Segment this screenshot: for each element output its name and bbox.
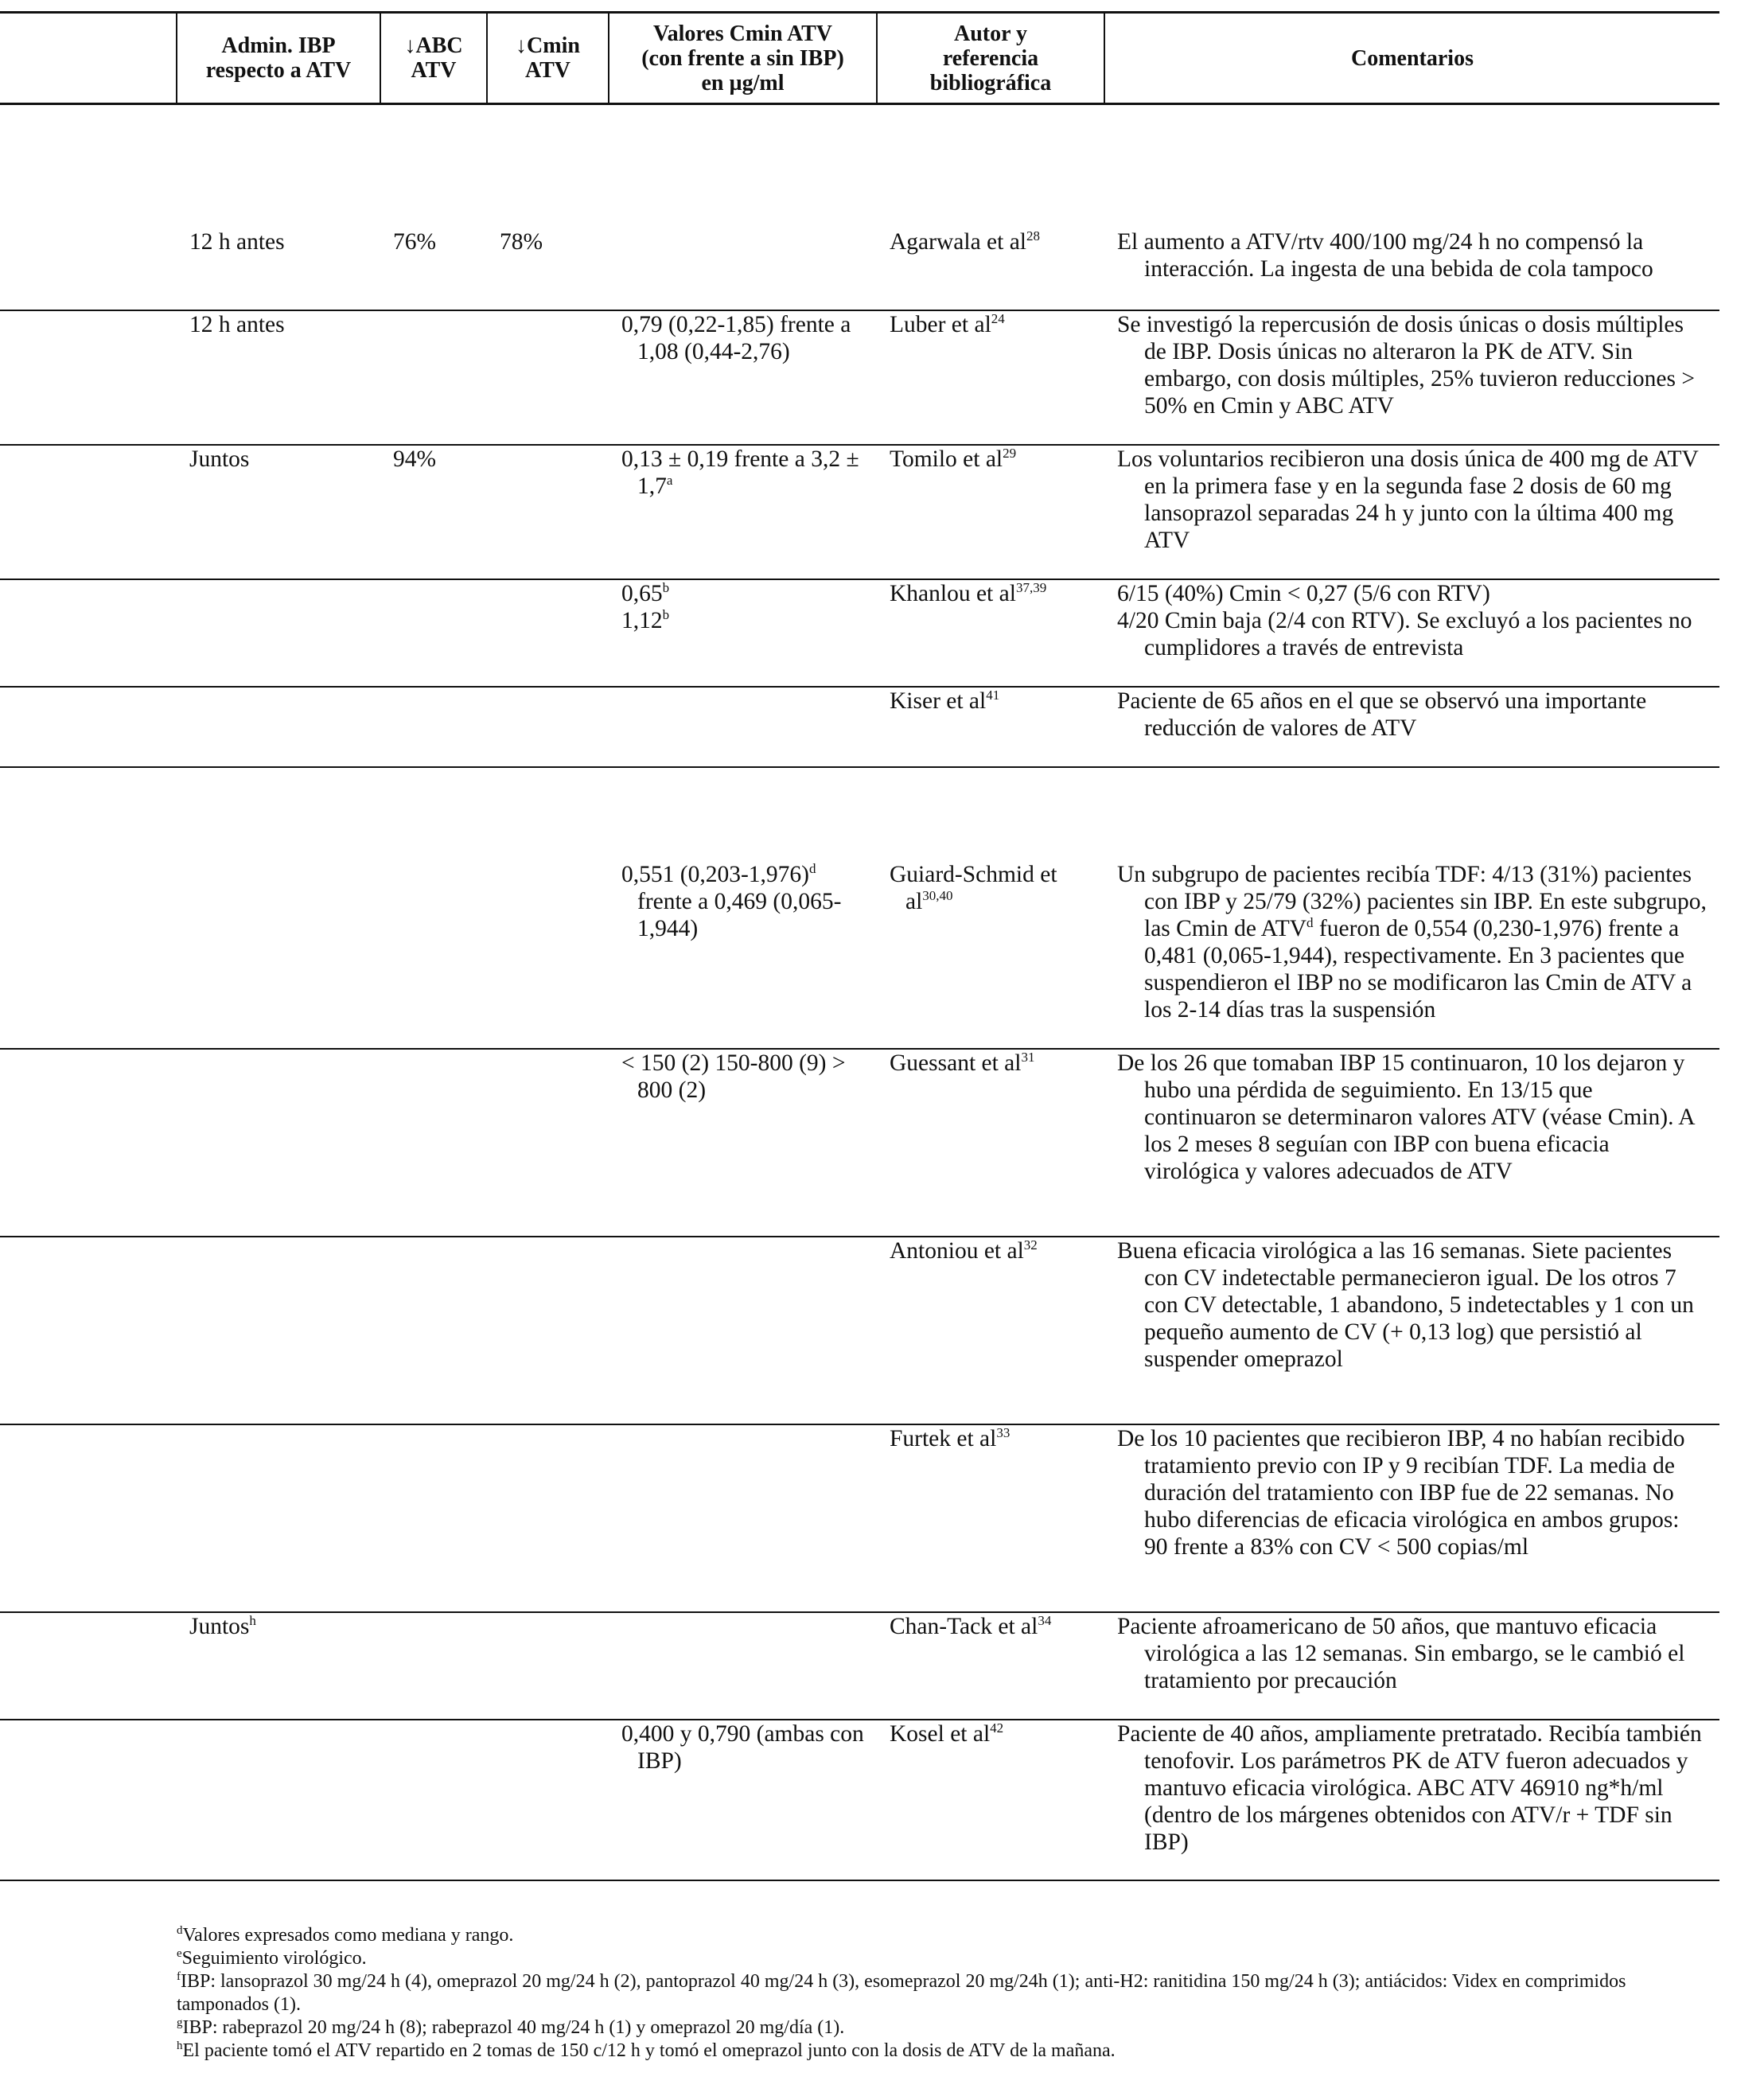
cell-author: Agarwala et $al^{28}$ — [877, 228, 1104, 310]
cell-valores — [609, 687, 877, 767]
table-row — [0, 1424, 1719, 1612]
cell-abc — [380, 1720, 487, 1880]
cell-comment: Buena eficacia virológica a las 16 semanas. Siete pacientes con CV indetectable permanecieron igual. De los otros 7 con CV detectable, 1 abandono, 5 indetectables y 1 con un pequeño aumento de CV (+ 0,13 log) que persistió al suspender omeprazol — [1104, 1237, 1719, 1424]
cell-admin — [177, 1720, 380, 1880]
cell-valores: < 150 (2) 150-800 (9) > 800 (2) — [609, 1049, 877, 1237]
header-admin: Admin. IBP respecto a ATV — [177, 13, 380, 104]
cell-author: Furtek et $al^{33}$ — [877, 1424, 1104, 1612]
cell-valores: 0,79 (0,22-1,85) frente a 1,08 (0,44-2,76) — [609, 310, 877, 445]
cell-valores — [609, 1612, 877, 1720]
cell-abc — [380, 1237, 487, 1424]
cell-comment: De los 10 pacientes que recibieron IBP, 4 no habían recibido tratamiento previo con IP y 9 recibían TDF. La media de duración del tratamiento con IBP fue de 22 semanas. No hubo diferencias de eficacia virológica en ambos grupos: 90 frente a 83% con CV < 500 copias/ml — [1104, 1424, 1719, 1612]
cell-valores — [609, 1424, 877, 1612]
header-cmin: ↓Cmin ATV — [487, 13, 609, 104]
footnotes — [177, 1924, 1720, 2063]
cell-comment: Un subgrupo de pacientes recibía TDF: 4/13 (31%) pacientes con IBP y 25/79 (32%) pacientes sin IBP. En este subgrupo, las Cmin de ATV$^d$ fueron de 0,554 (0,230-1,976) frente a 0,481 (0,065-1,944), respectivamente. En 3 pacientes que suspendieron el IBP no se modificaron las Cmin de ATV a los 2-14 días tras la suspensión — [1104, 861, 1719, 1049]
table-row — [0, 445, 1719, 579]
cell-valores — [609, 228, 877, 310]
cell-abc: 94% — [380, 445, 487, 579]
table-row — [0, 861, 1719, 1049]
footnote: $^e$Seguimiento virológico. — [177, 1947, 367, 1969]
spacer-row — [0, 767, 1719, 861]
cell-admin: 12 h antes — [177, 310, 380, 445]
cell-admin — [177, 861, 380, 1049]
cell-admin — [177, 1049, 380, 1237]
header-author: Autor y referencia bibliográfica — [877, 13, 1104, 104]
cell-admin — [177, 1237, 380, 1424]
cell-comment: Paciente de 65 años en el que se observó una importante reducción de valores de ATV — [1104, 687, 1719, 767]
table-row — [0, 579, 1719, 687]
cell-admin: Juntos — [177, 445, 380, 579]
cell-comment: Paciente afroamericano de 50 años, que mantuvo eficacia virológica a las 12 semanas. Sin embargo, se le cambió el tratamiento por precaución — [1104, 1612, 1719, 1720]
interaction-table — [0, 11, 1719, 1881]
cell-abc — [380, 1424, 487, 1612]
cell-admin: Juntos$^h$ — [177, 1612, 380, 1720]
cell-cmin — [487, 687, 609, 767]
cell-cmin — [487, 579, 609, 687]
cell-author: Antoniou et $al^{32}$ — [877, 1237, 1104, 1424]
cell-author: Tomilo et $al^{29}$ — [877, 445, 1104, 579]
header-abc: ↓ABC ATV — [380, 13, 487, 104]
cell-abc — [380, 687, 487, 767]
table-row — [0, 310, 1719, 445]
cell-comment: Paciente de 40 años, ampliamente pretratado. Recibía también tenofovir. Los parámetros PK de ATV fueron adecuados y mantuvo eficacia virológica. ABC ATV 46910 ng*h/ml (dentro de los márgenes obtenidos con ATV/r + TDF sin IBP) — [1104, 1720, 1719, 1880]
cell-author: Luber et $al^{24}$ — [877, 310, 1104, 445]
cell-cmin — [487, 1720, 609, 1880]
cell-comment: Los voluntarios recibieron una dosis única de 400 mg de ATV en la primera fase y en la segunda fase 2 dosis de 60 mg lansoprazol separadas 24 h y junto con la última 400 mg ATV — [1104, 445, 1719, 579]
cell-admin — [177, 687, 380, 767]
cell-cmin — [487, 861, 609, 1049]
spacer-row — [0, 104, 1719, 228]
cell-cmin — [487, 310, 609, 445]
footnote: $^d$Valores expresados como mediana y rango. — [177, 1924, 514, 1946]
footnote: $^h$El paciente tomó el ATV repartido en 2 tomas de 150 c/12 h y tomó el omeprazol junto con la dosis de ATV de la mañana. — [177, 2040, 1116, 2061]
cell-valores: 0,13 ± 0,19 frente a 3,2 ± 1,7$^a$ — [609, 445, 877, 579]
cell-abc — [380, 1612, 487, 1720]
table-row — [0, 1612, 1719, 1720]
footnote: $^g$IBP: rabeprazol 20 mg/24 h (8); rabeprazol 40 mg/24 h (1) y omeprazol 20 mg/día (1). — [177, 2016, 845, 2038]
cell-comment: El aumento a ATV/rtv 400/100 mg/24 h no compensó la interacción. La ingesta de una bebida de cola tampoco — [1104, 228, 1719, 310]
cell-valores: 0,551 $(0,203-1,976)^d$ frente a 0,469 (0,065-1,944) — [609, 861, 877, 1049]
cell-author: Khanlou et al$^{37,39}$ — [877, 579, 1104, 687]
header-comments: Comentarios — [1104, 13, 1719, 104]
header-empty — [0, 13, 177, 104]
table-row — [0, 687, 1719, 767]
cell-author: Chan-Tack et $al^{34}$ — [877, 1612, 1104, 1720]
cell-abc — [380, 579, 487, 687]
cell-author: Kosel et $al^{42}$ — [877, 1720, 1104, 1880]
cell-cmin — [487, 1612, 609, 1720]
header-row — [0, 13, 1719, 104]
cell-comment: 6/15 (40%) Cmin < 0,27 (5/6 con RTV) 4/20 Cmin baja (2/4 con RTV). Se excluyó a los pacientes no cumplidores a través de entrevista — [1104, 579, 1719, 687]
cell-abc — [380, 861, 487, 1049]
cell-valores — [609, 1237, 877, 1424]
cell-cmin — [487, 445, 609, 579]
footnote: $^f$IBP: lansoprazol 30 mg/24 h (4), omeprazol 20 mg/24 h (2), pantoprazol 40 mg/24 h (3), esomeprazol 20 mg/24h (1); anti-H2: ranitidina 150 mg/24 h (3); antiácidos: Videx en comprimidos tamponados (1). — [177, 1970, 1626, 2015]
cell-cmin — [487, 1049, 609, 1237]
table-row — [0, 228, 1719, 310]
cell-comment: De los 26 que tomaban IBP 15 continuaron, 10 los dejaron y hubo una pérdida de seguimiento. En 13/15 que continuaron se determinaron valores ATV (véase Cmin). A los 2 meses 8 seguían con IBP con buena eficacia virológica y valores adecuados de ATV — [1104, 1049, 1719, 1237]
cell-author: Kiser et $al^{41}$ — [877, 687, 1104, 767]
cell-abc — [380, 310, 487, 445]
cell-abc: 76% — [380, 228, 487, 310]
cell-comment: Se investigó la repercusión de dosis únicas o dosis múltiples de IBP. Dosis únicas no alteraron la PK de ATV. Sin embargo, con dosis múltiples, 25% tuvieron reducciones > 50% en Cmin y ABC ATV — [1104, 310, 1719, 445]
cell-cmin — [487, 1424, 609, 1612]
table-row — [0, 1720, 1719, 1880]
table-row — [0, 1237, 1719, 1424]
header-valores: Valores Cmin ATV (con frente a sin IBP) en µg/ml — [609, 13, 877, 104]
cell-admin — [177, 1424, 380, 1612]
cell-author: Guiard-Schmid et al$^{30,40}$ — [877, 861, 1104, 1049]
cell-cmin — [487, 1237, 609, 1424]
cell-cmin: 78% — [487, 228, 609, 310]
cell-valores: 0,400 y 0,790 (ambas con IBP) — [609, 1720, 877, 1880]
table-row — [0, 1049, 1719, 1237]
cell-valores: 0,65$^b$ 1,12$^b$ — [609, 579, 877, 687]
cell-admin: 12 h antes — [177, 228, 380, 310]
cell-author: Guessant et $al^{31}$ — [877, 1049, 1104, 1237]
cell-admin — [177, 579, 380, 687]
cell-abc — [380, 1049, 487, 1237]
